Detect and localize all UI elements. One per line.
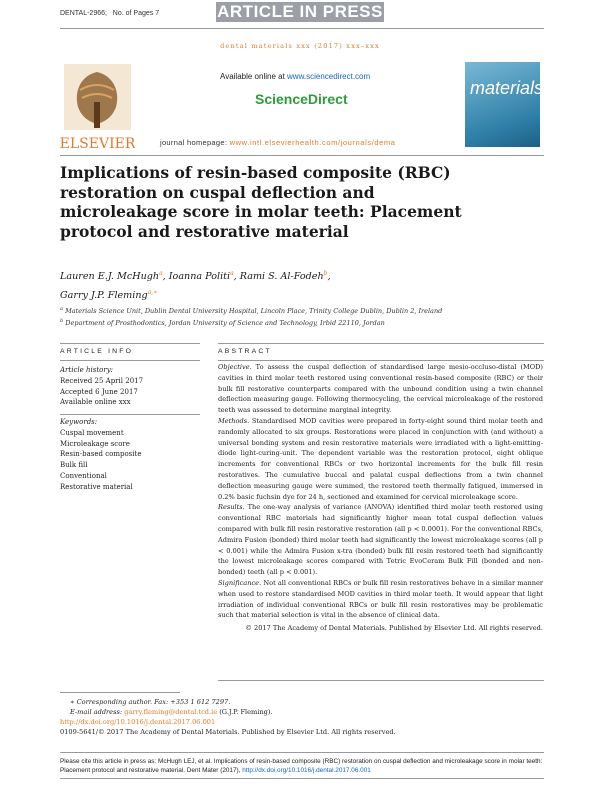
manuscript-id [60,10,159,17]
masthead-rule [60,155,544,156]
journal-cover [465,62,540,147]
abstract-rule-bottom [218,680,544,681]
history-item: Available online xxx [60,398,131,407]
homepage-label: journal homepage: [160,138,230,147]
abstract-section-text: Not all conventional RBCs or bulk fill resin restoratives behave in a similar manner when used to restore standardised MOD cavities in third molar teeth. It would appear that light irradiation of individual conventional RBCs or bulk fill resin restoratives may be problematic such that material selection is vital in the absence of clinical data. [218,578,543,620]
elsevier-wordmark: ELSEVIER [60,136,135,152]
keywords-label: Keywords: [60,418,98,426]
keyword: Restorative material [60,482,133,491]
keyword: Microleakage score [60,439,130,448]
header-rule [60,28,544,29]
journal-cover-title: materials [470,78,544,98]
affiliation-text: Department of Prosthodontics, Jordan University of Science and Technology, Irbid 22110, Jordan [65,319,385,328]
affiliation-text: Materials Science Unit, Dublin Dental University Hospital, Lincoln Place, Trinity College Dublin, Dublin 2, Ireland [65,307,443,316]
citation-text: Please cite this article in press as: McHugh LEJ, et al. Implications of resin-based composite (RBC) restoration on cuspal deflection and microleakage score in molar teeth: Placement protocol and restorative material. Dent Mater (2017), [60,758,543,774]
journal-homepage [160,138,396,147]
page-count: No. of Pages 7 [112,10,160,17]
article-info-rule [60,360,200,361]
sciencedirect-brand: ScienceDirect [255,91,348,107]
doi-line [60,718,215,726]
available-online-label: Available online at [220,72,288,81]
article-history-label: Article history: [60,366,114,374]
available-online [220,72,370,81]
article-in-press-banner: ARTICLE IN PRESS [217,2,383,21]
abstract-results [218,502,543,578]
manuscript-number: DENTAL-2966; [60,10,107,17]
history-keywords-rule [60,414,200,415]
affiliation-marker: b [60,318,64,324]
citation-box [60,757,544,775]
history-item: Received 25 April 2017 [60,376,144,385]
sciencedirect-link[interactable]: www.sciencedirect.com [287,72,371,81]
email-suffix: (G.J.P. Fleming). [217,708,273,716]
abstract-section-label: Methods. [218,416,250,425]
abstract-rule-top [218,343,544,344]
citation-rule-bottom [60,778,544,779]
author-list: Lauren E.J. McHugh$^a$, Ioanna Politi$^a$, Rami S. Al-Fodeh$^b$, Garry J.P. Fleming$^{a,∗}$ [60,270,331,302]
author-affiliation-marker: a [230,270,234,277]
elsevier-logo [60,62,135,154]
keyword: Cuspal movement [60,428,124,437]
author[interactable]: Ioanna Politi [168,271,231,283]
email-line [70,708,273,716]
email-link[interactable]: garry.fleming@dental.tcd.ie [124,708,218,716]
citation-doi-link[interactable]: http://dx.doi.org/10.1016/j.dental.2017.06.001 [242,767,371,774]
citation-rule-top [60,752,544,753]
corresponding-author: ∗ Corresponding author. Fax: +353 1 612 7297. [70,698,231,706]
issn-line: 0109-5641/© 2017 The Academy of Dental Materials. Published by Elsevier Ltd. All rights reserved. [60,728,396,736]
abstract-section-label: Objective. [218,363,252,371]
abstract-section-text: To assess the cuspal deflection of standardised large mesio-occluso-distal (MOD) cavities in third molar teeth restored using conventional resin-based composite (RBC) or their bulk fill restorative counterparts compared with the unbound condition using a twin channel deflection measuring gauge. Following thermocycling, the cervical microleakage of the restored teeth was assessed to determine marginal integrity. [218,363,543,415]
affiliation-marker: a [60,306,63,312]
author[interactable]: Garry J.P. Fleming [60,290,148,302]
keyword: Bulk fill [60,461,88,470]
author[interactable]: Lauren E.J. McHugh [60,271,160,283]
affiliation [60,318,540,327]
abstract-section-text: The one-way analysis of variance (ANOVA) identified third molar teeth restored using conventional RBC materials had significantly higher mean total cuspal deflection values compared with bulk fill resin restorative restoration (all p < 0.0001). For the conventional RBCs, Admira Fusion (bonded) third molar teeth had significantly the lowest microleakage scores (all p < 0.001) while the Admira Fusion x-tra (bonded) bulk fill resin restored teeth had significantly the lowest microleakage scores compared with Tetric EvoCeram Bulk Fill (bonded and non-bonded) teeth (all p < 0.001). [218,503,543,577]
keywords [60,417,141,493]
article-info-rule-top [60,343,200,344]
abstract-rule [218,360,544,361]
doi-link[interactable]: http://dx.doi.org/10.1016/j.dental.2017.06.001 [60,718,216,726]
article-history [60,365,143,408]
keyword: Resin-based composite [60,450,142,459]
abstract-objective [218,362,543,416]
author[interactable]: Rami S. Al-Fodeh [239,271,324,283]
abstract-body [218,362,543,634]
abstract-section-label: Significance. [218,578,262,587]
abstract-heading: ABSTRACT [218,348,272,355]
abstract-significance [218,578,543,621]
author-affiliation-marker: b [323,270,328,277]
history-item: Accepted 6 June 2017 [60,387,138,396]
abstract-copyright: © 2017 The Academy of Dental Materials. Published by Elsevier Ltd. All rights reserved. [245,624,543,633]
footnote-rule [60,692,180,693]
abstract-section-text: Standardised MOD cavities were prepared in forty-eight sound third molar teeth and randomly allocated to six groups. Restorations were placed in conjunction with (and without) a universal bonding system and resin restorative materials were irradiated with a light-emitting-diode light-curing-unit. The dependent variable was the restoration protocol, eight oblique increments for conventional RBCs or two horizontal increments for the bulk fill resin restoratives. The cumulative buccal and palatal cuspal deflections from a twin channel deflection measuring gauge were summed, the restored teeth thermally fatigued, immersed in 0.2% basic fuchsin dye for 24 h, sectioned and examined for cervical microleakage score. [218,416,543,501]
author-affiliation-marker: a [159,270,163,277]
article-title: Implications of resin-based composite (RBC) restoration on cuspal deflection and microleakage score in molar teeth: Placement protocol and restorative material [60,163,462,241]
author-affiliation-marker: a,∗ [147,289,158,297]
article-info-heading: ARTICLE INFO [60,348,134,355]
running-head: dental materials xxx (2017) xxx–xxx [220,42,380,50]
abstract-methods [218,416,543,502]
email-label: E-mail address: [70,708,125,716]
keyword: Conventional [60,471,107,480]
journal-homepage-link[interactable]: www.intl.elsevierhealth.com/journals/dema [229,138,396,147]
abstract-section-label: Results. [218,503,245,512]
affiliation [60,306,540,315]
